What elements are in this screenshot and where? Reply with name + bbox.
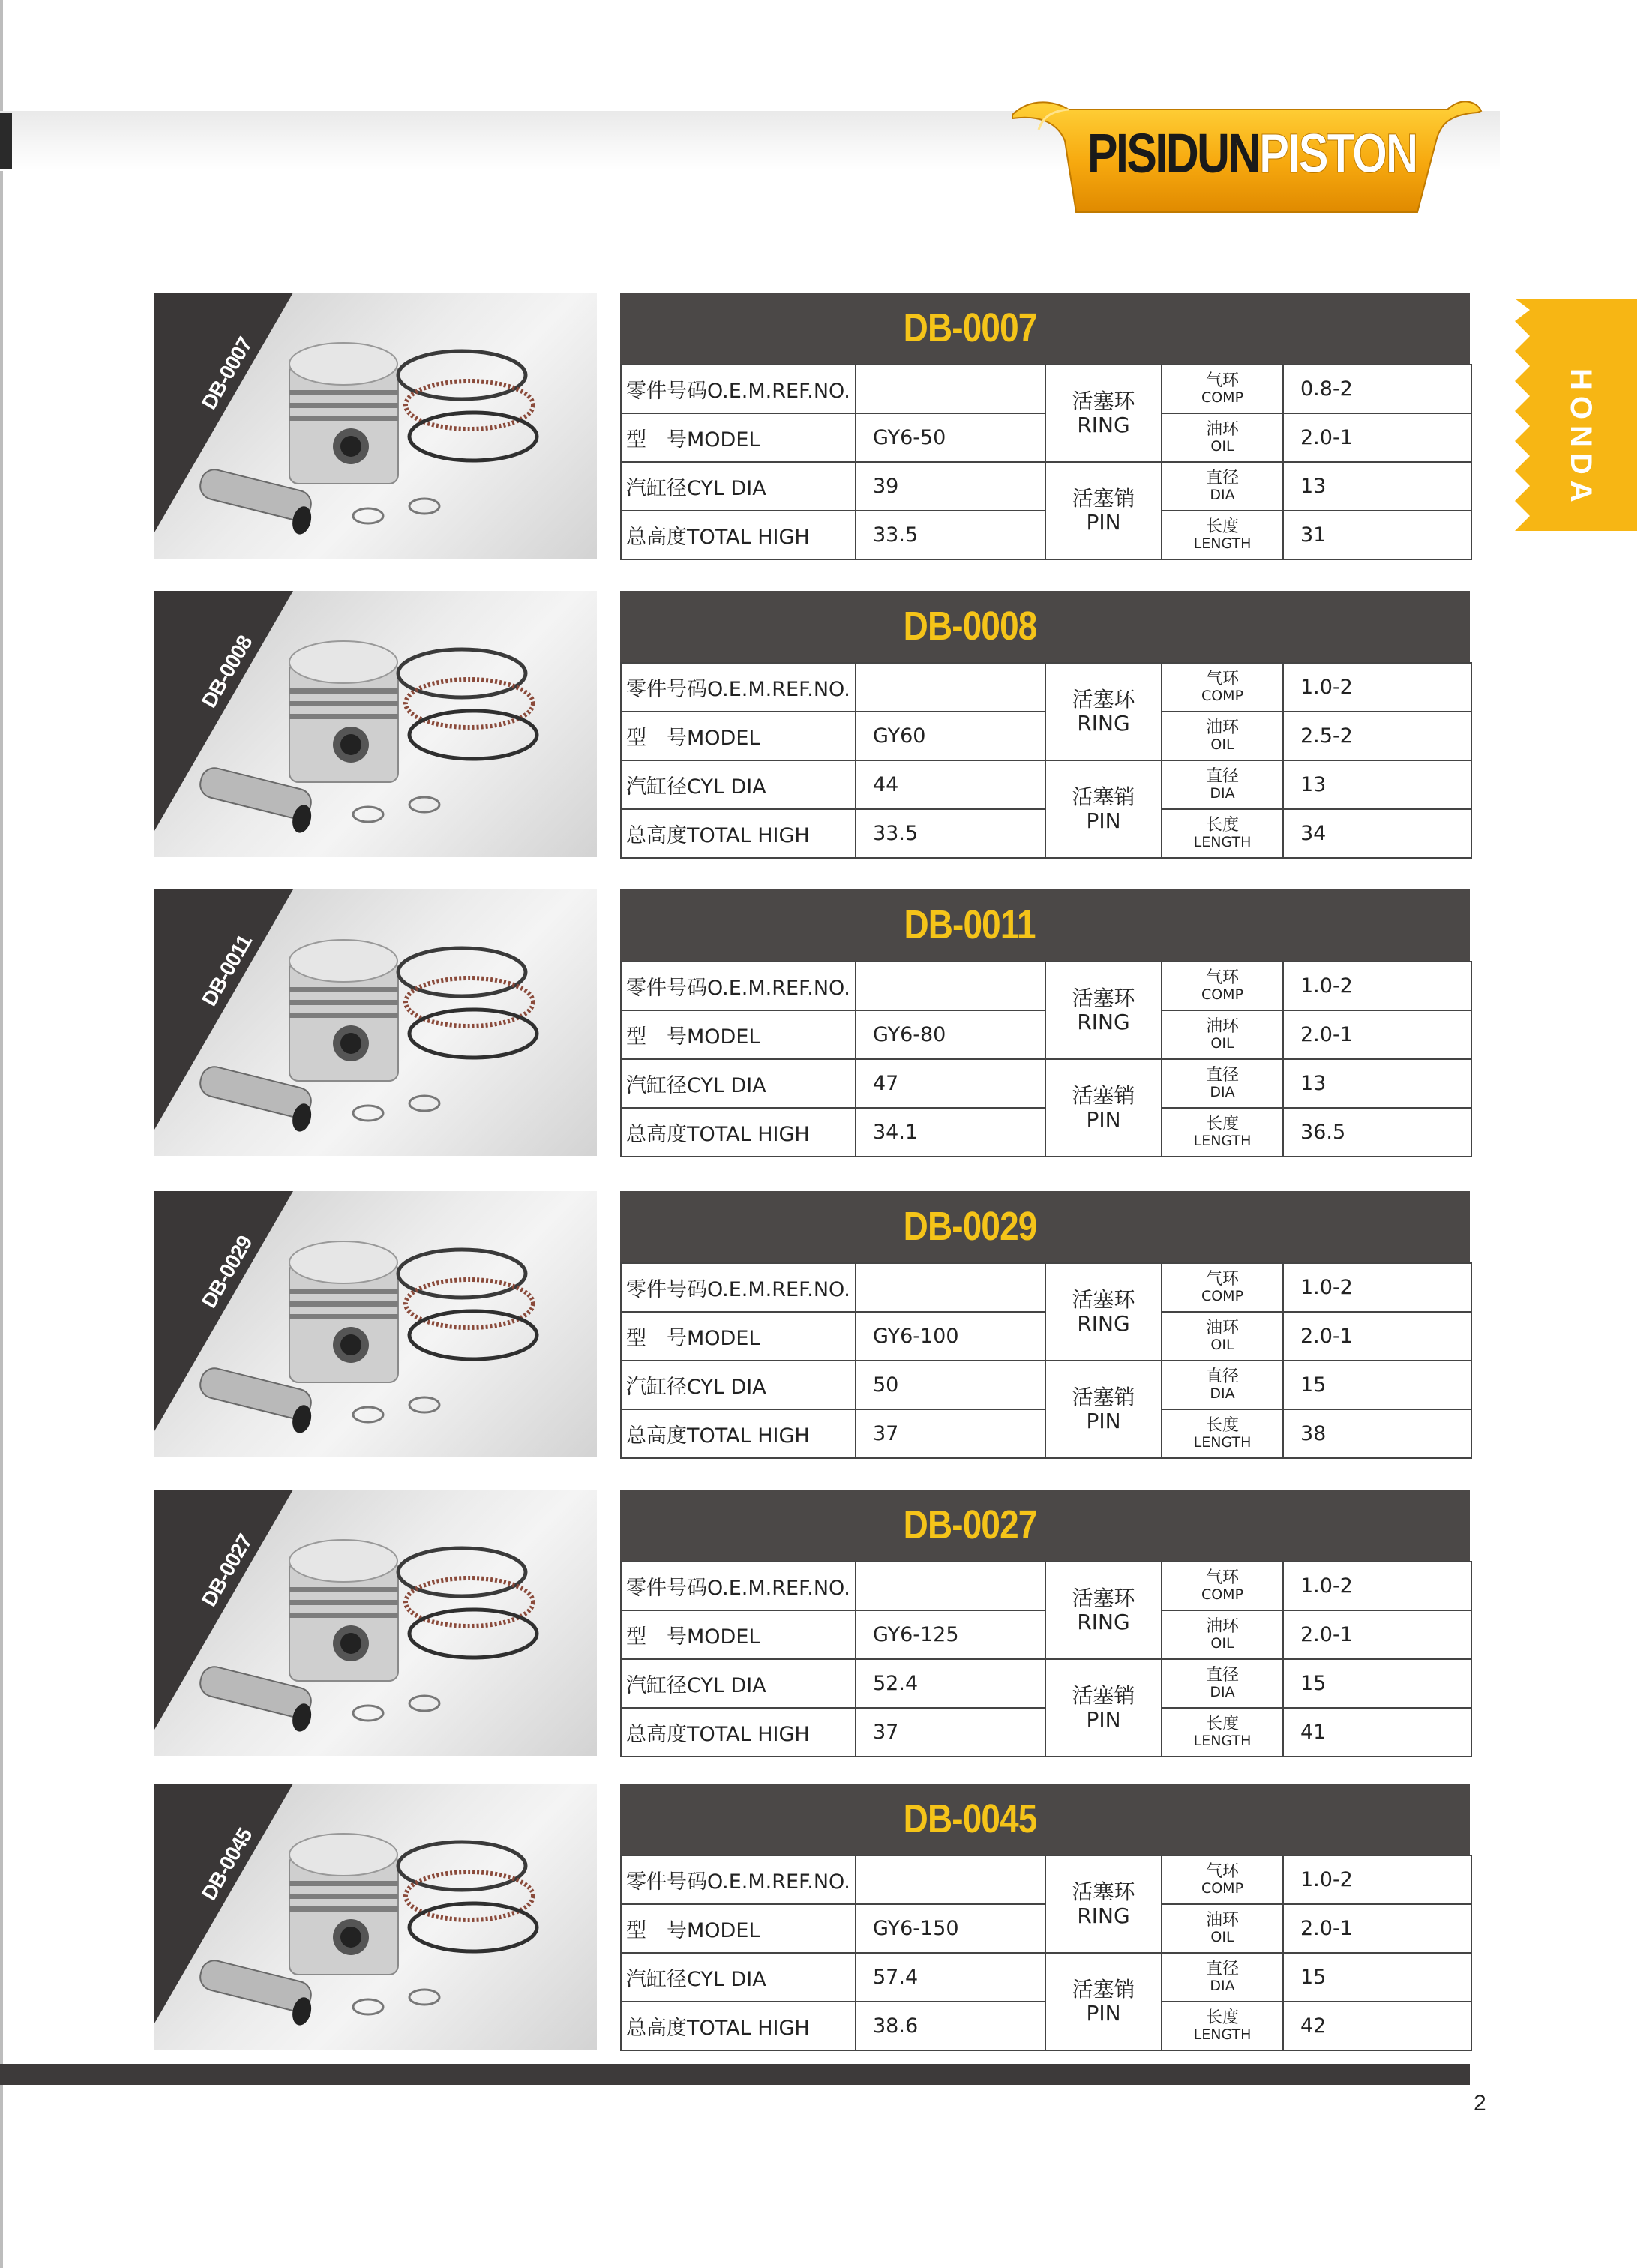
product-photo <box>154 591 597 857</box>
oem-value <box>856 1263 1045 1312</box>
model-value: GY6-80 <box>856 1010 1045 1059</box>
product-block <box>154 1490 1470 1756</box>
length-label: 长度 LENGTH <box>1162 809 1283 858</box>
pin-dia-value: 15 <box>1283 1953 1471 2002</box>
oem-label: 零件号码O.E.M.REF.NO. <box>621 1856 856 1904</box>
comp-value: 1.0-2 <box>1283 663 1471 712</box>
product-code-ribbon: DB-0008 <box>196 632 257 712</box>
side-tab-label: HONDA <box>1564 368 1597 508</box>
dia-label: 直径 DIA <box>1162 462 1283 511</box>
oem-label: 零件号码O.E.M.REF.NO. <box>621 1263 856 1312</box>
table-row <box>621 1953 1471 2002</box>
oil-label: 油环 OIL <box>1162 1312 1283 1360</box>
pin-label: 活塞销 PIN <box>1045 1360 1162 1458</box>
ring-label: 活塞环 RING <box>1045 1263 1162 1360</box>
pin-dia-value: 15 <box>1283 1659 1471 1708</box>
ring-label: 活塞环 RING <box>1045 1856 1162 1953</box>
page-border <box>0 0 3 2268</box>
oem-label: 零件号码O.E.M.REF.NO. <box>621 962 856 1010</box>
spec-table <box>620 662 1472 859</box>
table-row <box>621 1059 1471 1108</box>
spec-table <box>620 364 1472 560</box>
oem-value <box>856 1562 1045 1610</box>
piston-icon <box>289 1834 398 1975</box>
product-photo <box>154 890 597 1156</box>
total-high-value: 37 <box>856 1708 1045 1756</box>
table-row <box>621 1659 1471 1708</box>
total-high-value: 37 <box>856 1409 1045 1458</box>
model-value: GY6-100 <box>856 1312 1045 1360</box>
oem-value <box>856 962 1045 1010</box>
comp-value: 1.0-2 <box>1283 1263 1471 1312</box>
model-label: 型 号MODEL <box>621 1312 856 1360</box>
circlip-icon <box>353 1696 439 1720</box>
oil-value: 2.5-2 <box>1283 712 1471 760</box>
table-row <box>621 364 1471 413</box>
model-label: 型 号MODEL <box>621 413 856 462</box>
model-value: GY6-125 <box>856 1610 1045 1659</box>
piston-rings-icon <box>398 351 537 460</box>
total-high-value: 33.5 <box>856 809 1045 858</box>
product-code-ribbon: DB-0011 <box>197 931 256 1010</box>
circlip-icon <box>353 499 439 524</box>
piston-icon <box>289 1540 398 1681</box>
cyl-dia-label: 汽缸径CYL DIA <box>621 1659 856 1708</box>
product-code-ribbon: DB-0027 <box>196 1530 257 1610</box>
total-high-label: 总高度TOTAL HIGH <box>621 511 856 560</box>
comp-label: 气环 COMP <box>1162 1263 1283 1312</box>
pin-length-value: 41 <box>1283 1708 1471 1756</box>
oil-value: 2.0-1 <box>1283 1312 1471 1360</box>
length-label: 长度 LENGTH <box>1162 1409 1283 1458</box>
ring-label: 活塞环 RING <box>1045 663 1162 760</box>
footer-bar <box>0 2064 1470 2085</box>
brand-side-tab <box>1515 298 1637 531</box>
table-row <box>621 663 1471 712</box>
circlip-icon <box>353 1397 439 1422</box>
total-high-label: 总高度TOTAL HIGH <box>621 1708 856 1756</box>
brand-name: PISIDUNPISTON <box>1087 122 1417 184</box>
pin-dia-value: 13 <box>1283 760 1471 809</box>
comp-label: 气环 COMP <box>1162 1856 1283 1904</box>
total-high-value: 33.5 <box>856 511 1045 560</box>
oem-label: 零件号码O.E.M.REF.NO. <box>621 1562 856 1610</box>
dia-label: 直径 DIA <box>1162 760 1283 809</box>
product-code-ribbon: DB-0007 <box>196 333 257 413</box>
spec-table <box>620 1262 1472 1459</box>
piston-icon <box>289 641 398 782</box>
product-block <box>154 1191 1470 1457</box>
product-code-ribbon: DB-0045 <box>196 1824 257 1904</box>
cyl-dia-label: 汽缸径CYL DIA <box>621 760 856 809</box>
total-high-label: 总高度TOTAL HIGH <box>621 2002 856 2050</box>
product-photo <box>154 1490 597 1756</box>
pin-label: 活塞销 PIN <box>1045 1659 1162 1756</box>
cyl-dia-label: 汽缸径CYL DIA <box>621 1360 856 1409</box>
cyl-dia-label: 汽缸径CYL DIA <box>621 1953 856 2002</box>
cyl-dia-value: 50 <box>856 1360 1045 1409</box>
pin-label: 活塞销 PIN <box>1045 760 1162 858</box>
piston-icon <box>289 1241 398 1382</box>
model-label: 型 号MODEL <box>621 1904 856 1953</box>
circlip-icon <box>353 797 439 822</box>
oil-label: 油环 OIL <box>1162 1904 1283 1953</box>
model-label: 型 号MODEL <box>621 1010 856 1059</box>
pin-length-value: 42 <box>1283 2002 1471 2050</box>
oem-value <box>856 1856 1045 1904</box>
total-high-value: 38.6 <box>856 2002 1045 2050</box>
model-value: GY6-50 <box>856 413 1045 462</box>
product-code-title: DB-0011 <box>620 890 1470 961</box>
table-row <box>621 1562 1471 1610</box>
piston-icon <box>289 343 398 484</box>
length-label: 长度 LENGTH <box>1162 511 1283 560</box>
oem-label: 零件号码O.E.M.REF.NO. <box>621 364 856 413</box>
piston-rings-icon <box>398 1842 537 1952</box>
pin-label: 活塞销 PIN <box>1045 1059 1162 1156</box>
cyl-dia-value: 57.4 <box>856 1953 1045 2002</box>
dia-label: 直径 DIA <box>1162 1953 1283 2002</box>
total-high-label: 总高度TOTAL HIGH <box>621 809 856 858</box>
oil-value: 2.0-1 <box>1283 413 1471 462</box>
piston-rings-icon <box>398 1250 537 1359</box>
model-label: 型 号MODEL <box>621 1610 856 1659</box>
table-row <box>621 962 1471 1010</box>
cyl-dia-value: 47 <box>856 1059 1045 1108</box>
product-photo <box>154 1784 597 2050</box>
comp-label: 气环 COMP <box>1162 364 1283 413</box>
product-block <box>154 890 1470 1156</box>
oem-value <box>856 663 1045 712</box>
oil-value: 2.0-1 <box>1283 1904 1471 1953</box>
table-row <box>621 1263 1471 1312</box>
table-row <box>621 1856 1471 1904</box>
dia-label: 直径 DIA <box>1162 1360 1283 1409</box>
total-high-label: 总高度TOTAL HIGH <box>621 1108 856 1156</box>
comp-label: 气环 COMP <box>1162 962 1283 1010</box>
product-photo <box>154 1191 597 1457</box>
model-label: 型 号MODEL <box>621 712 856 760</box>
product-block <box>154 591 1470 857</box>
pin-dia-value: 13 <box>1283 1059 1471 1108</box>
product-code-title: DB-0008 <box>620 591 1470 662</box>
cyl-dia-label: 汽缸径CYL DIA <box>621 462 856 511</box>
product-block <box>154 292 1470 559</box>
piston-rings-icon <box>398 1548 537 1658</box>
page-number: 2 <box>1474 2091 1486 2116</box>
header-edge <box>0 112 12 169</box>
comp-value: 1.0-2 <box>1283 1856 1471 1904</box>
pin-dia-value: 15 <box>1283 1360 1471 1409</box>
comp-value: 1.0-2 <box>1283 1562 1471 1610</box>
pin-length-value: 38 <box>1283 1409 1471 1458</box>
product-code-title: DB-0029 <box>620 1191 1470 1262</box>
spec-table <box>620 1561 1472 1757</box>
oil-label: 油环 OIL <box>1162 712 1283 760</box>
oil-value: 2.0-1 <box>1283 1610 1471 1659</box>
cyl-dia-value: 52.4 <box>856 1659 1045 1708</box>
pin-dia-value: 13 <box>1283 462 1471 511</box>
dia-label: 直径 DIA <box>1162 1059 1283 1108</box>
product-photo <box>154 292 597 559</box>
product-code-title: DB-0027 <box>620 1490 1470 1561</box>
cyl-dia-label: 汽缸径CYL DIA <box>621 1059 856 1108</box>
model-value: GY6-150 <box>856 1904 1045 1953</box>
pin-length-value: 36.5 <box>1283 1108 1471 1156</box>
length-label: 长度 LENGTH <box>1162 2002 1283 2050</box>
cyl-dia-value: 44 <box>856 760 1045 809</box>
pin-label: 活塞销 PIN <box>1045 462 1162 560</box>
length-label: 长度 LENGTH <box>1162 1108 1283 1156</box>
table-row <box>621 1360 1471 1409</box>
pin-length-value: 31 <box>1283 511 1471 560</box>
product-code-title: DB-0045 <box>620 1784 1470 1855</box>
table-row <box>621 462 1471 511</box>
model-value: GY60 <box>856 712 1045 760</box>
ring-label: 活塞环 RING <box>1045 1562 1162 1659</box>
piston-rings-icon <box>398 948 537 1058</box>
circlip-icon <box>353 1096 439 1120</box>
ring-label: 活塞环 RING <box>1045 364 1162 462</box>
oem-label: 零件号码O.E.M.REF.NO. <box>621 663 856 712</box>
length-label: 长度 LENGTH <box>1162 1708 1283 1756</box>
spec-table <box>620 961 1472 1157</box>
comp-label: 气环 COMP <box>1162 663 1283 712</box>
cyl-dia-value: 39 <box>856 462 1045 511</box>
ring-label: 活塞环 RING <box>1045 962 1162 1059</box>
oil-label: 油环 OIL <box>1162 1610 1283 1659</box>
comp-value: 0.8-2 <box>1283 364 1471 413</box>
pin-length-value: 34 <box>1283 809 1471 858</box>
spec-table <box>620 1855 1472 2051</box>
table-row <box>621 760 1471 809</box>
dia-label: 直径 DIA <box>1162 1659 1283 1708</box>
product-code-title: DB-0007 <box>620 292 1470 364</box>
pin-label: 活塞销 PIN <box>1045 1953 1162 2050</box>
oil-label: 油环 OIL <box>1162 413 1283 462</box>
oil-value: 2.0-1 <box>1283 1010 1471 1059</box>
oil-label: 油环 OIL <box>1162 1010 1283 1059</box>
comp-value: 1.0-2 <box>1283 962 1471 1010</box>
product-code-ribbon: DB-0029 <box>196 1232 257 1312</box>
product-block <box>154 1784 1470 2050</box>
oem-value <box>856 364 1045 413</box>
circlip-icon <box>353 1990 439 2014</box>
comp-label: 气环 COMP <box>1162 1562 1283 1610</box>
piston-rings-icon <box>398 650 537 759</box>
total-high-label: 总高度TOTAL HIGH <box>621 1409 856 1458</box>
piston-icon <box>289 940 398 1081</box>
total-high-value: 34.1 <box>856 1108 1045 1156</box>
